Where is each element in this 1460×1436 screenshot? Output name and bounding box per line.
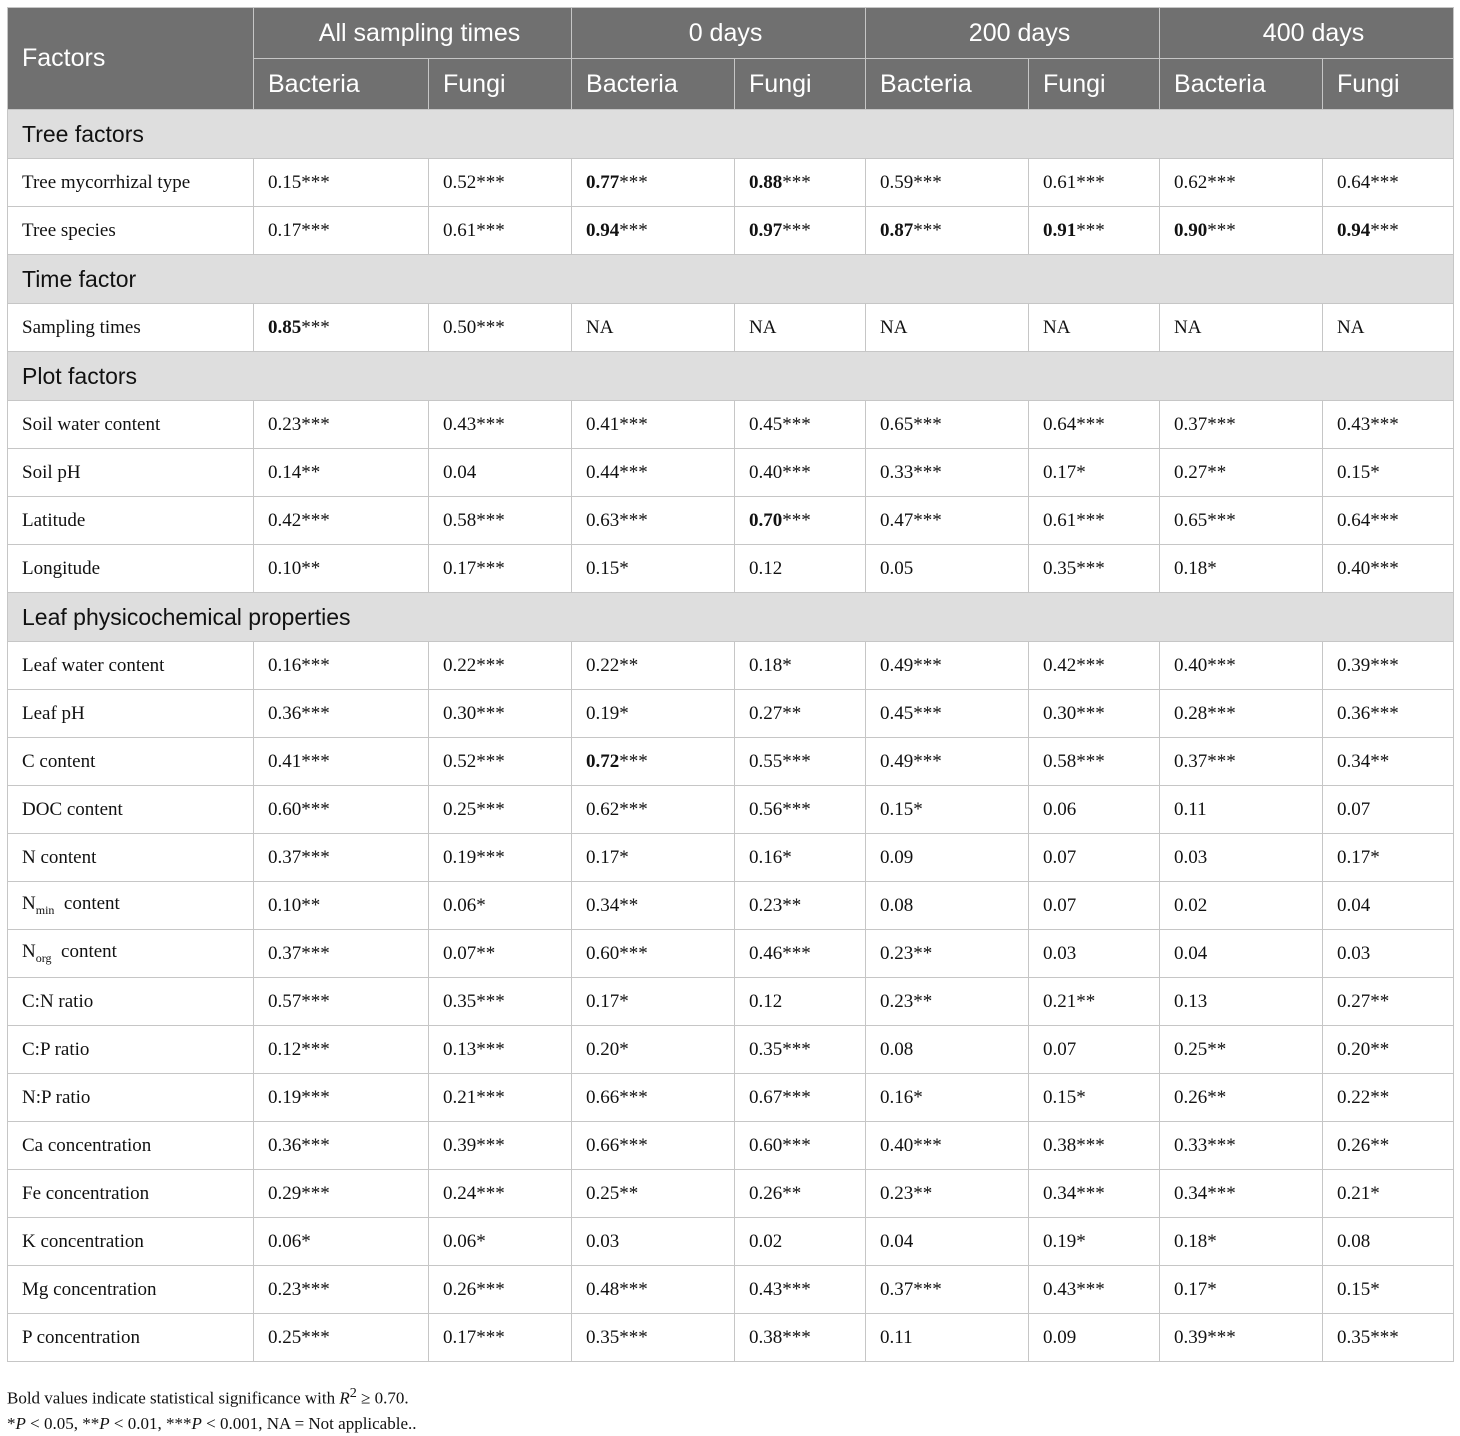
table-row	[8, 1122, 1454, 1170]
value-cell: NA	[1029, 304, 1160, 352]
row-label: Latitude	[8, 497, 254, 545]
value-cell: 0.17*	[572, 978, 735, 1026]
section-header-row	[8, 352, 1454, 401]
section-title: Leaf physicochemical properties	[8, 593, 1454, 642]
value-cell: 0.34**	[1323, 738, 1454, 786]
value-cell: 0.38***	[735, 1314, 866, 1362]
value-cell: 0.24***	[429, 1170, 572, 1218]
value-cell: 0.16*	[866, 1074, 1029, 1122]
value-cell: 0.13	[1160, 978, 1323, 1026]
value-cell: 0.17*	[1323, 834, 1454, 882]
value-cell: 0.17*	[1029, 449, 1160, 497]
value-cell: 0.41***	[572, 401, 735, 449]
value-cell: 0.18*	[1160, 545, 1323, 593]
value-cell: NA	[1160, 304, 1323, 352]
table-footnotes	[7, 1381, 417, 1436]
value-cell: 0.19*	[1029, 1218, 1160, 1266]
value-cell: 0.34***	[1160, 1170, 1323, 1218]
value-cell: 0.94***	[1323, 207, 1454, 255]
value-cell: 0.34***	[1029, 1170, 1160, 1218]
header-sub-bacteria: Bacteria	[1160, 59, 1323, 110]
row-label: C:N ratio	[8, 978, 254, 1026]
value-cell: 0.17***	[254, 207, 429, 255]
value-cell: 0.23***	[254, 401, 429, 449]
value-cell: 0.06*	[429, 1218, 572, 1266]
table-row	[8, 1218, 1454, 1266]
row-label: Soil water content	[8, 401, 254, 449]
header-group-400-days: 400 days	[1160, 8, 1454, 59]
value-cell: 0.26***	[429, 1266, 572, 1314]
value-cell: 0.30***	[429, 690, 572, 738]
header-group-0-days: 0 days	[572, 8, 866, 59]
table-body	[8, 110, 1454, 1362]
row-label: Sampling times	[8, 304, 254, 352]
value-cell: NA	[735, 304, 866, 352]
value-cell: 0.87***	[866, 207, 1029, 255]
value-cell: 0.66***	[572, 1122, 735, 1170]
value-cell: 0.26**	[735, 1170, 866, 1218]
value-cell: NA	[866, 304, 1029, 352]
header-sub-fungi: Fungi	[735, 59, 866, 110]
value-cell: 0.09	[1029, 1314, 1160, 1362]
row-label: DOC content	[8, 786, 254, 834]
value-cell: 0.43***	[1323, 401, 1454, 449]
value-cell: 0.43***	[735, 1266, 866, 1314]
table-row	[8, 1170, 1454, 1218]
value-cell: 0.49***	[866, 738, 1029, 786]
row-label: Leaf pH	[8, 690, 254, 738]
value-cell: 0.11	[1160, 786, 1323, 834]
row-label: Fe concentration	[8, 1170, 254, 1218]
value-cell: 0.40***	[866, 1122, 1029, 1170]
value-cell: 0.27**	[1323, 978, 1454, 1026]
value-cell: 0.07**	[429, 930, 572, 978]
section-header-row	[8, 255, 1454, 304]
value-cell: 0.18*	[1160, 1218, 1323, 1266]
header-sub-bacteria: Bacteria	[866, 59, 1029, 110]
value-cell: 0.39***	[1160, 1314, 1323, 1362]
value-cell: 0.44***	[572, 449, 735, 497]
value-cell: 0.43***	[1029, 1266, 1160, 1314]
value-cell: 0.11	[866, 1314, 1029, 1362]
value-cell: 0.08	[866, 882, 1029, 930]
value-cell: 0.35***	[735, 1026, 866, 1074]
header-factors: Factors	[8, 8, 254, 110]
value-cell: 0.03	[1160, 834, 1323, 882]
value-cell: 0.90***	[1160, 207, 1323, 255]
value-cell: 0.15*	[572, 545, 735, 593]
value-cell: 0.45***	[866, 690, 1029, 738]
value-cell: 0.37***	[866, 1266, 1029, 1314]
value-cell: 0.08	[1323, 1218, 1454, 1266]
table-row	[8, 978, 1454, 1026]
table-row	[8, 786, 1454, 834]
value-cell: 0.61***	[1029, 159, 1160, 207]
value-cell: 0.52***	[429, 159, 572, 207]
value-cell: 0.42***	[254, 497, 429, 545]
value-cell: 0.13***	[429, 1026, 572, 1074]
value-cell: 0.60***	[735, 1122, 866, 1170]
value-cell: 0.91***	[1029, 207, 1160, 255]
value-cell: 0.36***	[254, 1122, 429, 1170]
value-cell: 0.12***	[254, 1026, 429, 1074]
value-cell: 0.29***	[254, 1170, 429, 1218]
table-row	[8, 882, 1454, 930]
value-cell: 0.21***	[429, 1074, 572, 1122]
row-label: C content	[8, 738, 254, 786]
value-cell: 0.40***	[1323, 545, 1454, 593]
value-cell: 0.23**	[735, 882, 866, 930]
table-row	[8, 497, 1454, 545]
section-title: Time factor	[8, 255, 1454, 304]
value-cell: 0.03	[1323, 930, 1454, 978]
row-label: Ca concentration	[8, 1122, 254, 1170]
value-cell: 0.57***	[254, 978, 429, 1026]
value-cell: 0.09	[866, 834, 1029, 882]
value-cell: 0.16*	[735, 834, 866, 882]
value-cell: 0.04	[1160, 930, 1323, 978]
row-label: Mg concentration	[8, 1266, 254, 1314]
value-cell: 0.04	[866, 1218, 1029, 1266]
value-cell: 0.60***	[572, 930, 735, 978]
header-sub-bacteria: Bacteria	[254, 59, 429, 110]
table-row	[8, 738, 1454, 786]
value-cell: 0.07	[1029, 1026, 1160, 1074]
value-cell: 0.64***	[1029, 401, 1160, 449]
value-cell: 0.07	[1029, 834, 1160, 882]
value-cell: 0.62***	[1160, 159, 1323, 207]
value-cell: 0.33***	[1160, 1122, 1323, 1170]
value-cell: 0.19*	[572, 690, 735, 738]
row-label: C:P ratio	[8, 1026, 254, 1074]
value-cell: 0.48***	[572, 1266, 735, 1314]
value-cell: NA	[1323, 304, 1454, 352]
value-cell: 0.05	[866, 545, 1029, 593]
value-cell: 0.77***	[572, 159, 735, 207]
value-cell: 0.28***	[1160, 690, 1323, 738]
value-cell: 0.06*	[429, 882, 572, 930]
value-cell: 0.61***	[429, 207, 572, 255]
value-cell: 0.12	[735, 545, 866, 593]
section-header-row	[8, 593, 1454, 642]
value-cell: 0.22***	[429, 642, 572, 690]
value-cell: 0.26**	[1160, 1074, 1323, 1122]
row-label: Soil pH	[8, 449, 254, 497]
value-cell: 0.12	[735, 978, 866, 1026]
table-row	[8, 1074, 1454, 1122]
table-row	[8, 642, 1454, 690]
value-cell: 0.08	[866, 1026, 1029, 1074]
header-sub-bacteria: Bacteria	[572, 59, 735, 110]
value-cell: 0.25**	[572, 1170, 735, 1218]
value-cell: 0.66***	[572, 1074, 735, 1122]
value-cell: 0.40***	[735, 449, 866, 497]
value-cell: 0.15***	[254, 159, 429, 207]
value-cell: 0.88***	[735, 159, 866, 207]
value-cell: 0.17***	[429, 545, 572, 593]
value-cell: 0.06*	[254, 1218, 429, 1266]
value-cell: 0.55***	[735, 738, 866, 786]
value-cell: 0.23**	[866, 978, 1029, 1026]
table-row	[8, 834, 1454, 882]
value-cell: 0.21**	[1029, 978, 1160, 1026]
value-cell: 0.06	[1029, 786, 1160, 834]
footnote-significance: *P < 0.05, **P < 0.01, ***P < 0.001, NA = Not applicable..	[7, 1413, 417, 1433]
row-label: $N_{min}$ content	[8, 882, 254, 930]
value-cell: 0.62***	[572, 786, 735, 834]
value-cell: 0.33***	[866, 449, 1029, 497]
value-cell: 0.56***	[735, 786, 866, 834]
value-cell: 0.23***	[254, 1266, 429, 1314]
value-cell: 0.21*	[1323, 1170, 1454, 1218]
row-label: Tree mycorrhizal type	[8, 159, 254, 207]
table-row	[8, 1314, 1454, 1362]
value-cell: 0.65***	[1160, 497, 1323, 545]
value-cell: 0.07	[1029, 882, 1160, 930]
value-cell: 0.38***	[1029, 1122, 1160, 1170]
value-cell: 0.94***	[572, 207, 735, 255]
value-cell: 0.17***	[429, 1314, 572, 1362]
header-group-all: All sampling times	[254, 8, 572, 59]
table-row	[8, 1266, 1454, 1314]
value-cell: 0.40***	[1160, 642, 1323, 690]
value-cell: 0.27**	[735, 690, 866, 738]
value-cell: 0.63***	[572, 497, 735, 545]
header-sub-fungi: Fungi	[429, 59, 572, 110]
value-cell: 0.10**	[254, 545, 429, 593]
header-group-200-days: 200 days	[866, 8, 1160, 59]
value-cell: 0.67***	[735, 1074, 866, 1122]
table-row	[8, 449, 1454, 497]
footnote-bold: Bold values indicate statistical significance with $R^2 \ge 0.70$.	[7, 1385, 409, 1408]
value-cell: 0.22**	[1323, 1074, 1454, 1122]
value-cell: 0.18*	[735, 642, 866, 690]
value-cell: 0.61***	[1029, 497, 1160, 545]
section-header-row	[8, 110, 1454, 159]
value-cell: 0.39***	[429, 1122, 572, 1170]
value-cell: 0.04	[429, 449, 572, 497]
value-cell: 0.39***	[1323, 642, 1454, 690]
table-row	[8, 930, 1454, 978]
table-row	[8, 304, 1454, 352]
row-label: N:P ratio	[8, 1074, 254, 1122]
value-cell: 0.97***	[735, 207, 866, 255]
value-cell: NA	[572, 304, 735, 352]
value-cell: 0.41***	[254, 738, 429, 786]
value-cell: 0.37***	[1160, 401, 1323, 449]
value-cell: 0.15*	[1323, 449, 1454, 497]
value-cell: 0.20**	[1323, 1026, 1454, 1074]
table-row	[8, 401, 1454, 449]
value-cell: 0.45***	[735, 401, 866, 449]
value-cell: 0.02	[1160, 882, 1323, 930]
value-cell: 0.17*	[1160, 1266, 1323, 1314]
table-row	[8, 545, 1454, 593]
value-cell: 0.22**	[572, 642, 735, 690]
value-cell: 0.25**	[1160, 1026, 1323, 1074]
value-cell: 0.85***	[254, 304, 429, 352]
row-label: Longitude	[8, 545, 254, 593]
value-cell: 0.64***	[1323, 497, 1454, 545]
value-cell: 0.46***	[735, 930, 866, 978]
value-cell: 0.02	[735, 1218, 866, 1266]
value-cell: 0.15*	[1029, 1074, 1160, 1122]
row-label: $N_{org}$ content	[8, 930, 254, 978]
value-cell: 0.72***	[572, 738, 735, 786]
header-sub-fungi: Fungi	[1029, 59, 1160, 110]
row-label: Leaf water content	[8, 642, 254, 690]
value-cell: 0.10**	[254, 882, 429, 930]
table-header	[8, 8, 1454, 110]
value-cell: 0.47***	[866, 497, 1029, 545]
section-title: Plot factors	[8, 352, 1454, 401]
row-label: K concentration	[8, 1218, 254, 1266]
value-cell: 0.35***	[1323, 1314, 1454, 1362]
value-cell: 0.35***	[429, 978, 572, 1026]
value-cell: 0.27**	[1160, 449, 1323, 497]
table-row	[8, 690, 1454, 738]
value-cell: 0.42***	[1029, 642, 1160, 690]
header-sub-fungi: Fungi	[1323, 59, 1454, 110]
value-cell: 0.37***	[254, 834, 429, 882]
section-title: Tree factors	[8, 110, 1454, 159]
value-cell: 0.20*	[572, 1026, 735, 1074]
value-cell: 0.34**	[572, 882, 735, 930]
value-cell: 0.37***	[1160, 738, 1323, 786]
value-cell: 0.70***	[735, 497, 866, 545]
value-cell: 0.52***	[429, 738, 572, 786]
value-cell: 0.26**	[1323, 1122, 1454, 1170]
table-row	[8, 1026, 1454, 1074]
value-cell: 0.04	[1323, 882, 1454, 930]
value-cell: 0.64***	[1323, 159, 1454, 207]
value-cell: 0.19***	[254, 1074, 429, 1122]
value-cell: 0.49***	[866, 642, 1029, 690]
row-label: P concentration	[8, 1314, 254, 1362]
value-cell: 0.07	[1323, 786, 1454, 834]
value-cell: 0.25***	[429, 786, 572, 834]
value-cell: 0.16***	[254, 642, 429, 690]
value-cell: 0.58***	[429, 497, 572, 545]
value-cell: 0.23**	[866, 1170, 1029, 1218]
value-cell: 0.58***	[1029, 738, 1160, 786]
value-cell: 0.36***	[254, 690, 429, 738]
value-cell: 0.15*	[866, 786, 1029, 834]
value-cell: 0.15*	[1323, 1266, 1454, 1314]
row-label: Tree species	[8, 207, 254, 255]
value-cell: 0.23**	[866, 930, 1029, 978]
value-cell: 0.30***	[1029, 690, 1160, 738]
value-cell: 0.65***	[866, 401, 1029, 449]
value-cell: 0.17*	[572, 834, 735, 882]
value-cell: 0.36***	[1323, 690, 1454, 738]
value-cell: 0.35***	[572, 1314, 735, 1362]
value-cell: 0.03	[1029, 930, 1160, 978]
value-cell: 0.60***	[254, 786, 429, 834]
table-row	[8, 207, 1454, 255]
data-table	[7, 7, 1454, 1362]
row-label: N content	[8, 834, 254, 882]
value-cell: 0.59***	[866, 159, 1029, 207]
value-cell: 0.50***	[429, 304, 572, 352]
value-cell: 0.37***	[254, 930, 429, 978]
value-cell: 0.25***	[254, 1314, 429, 1362]
value-cell: 0.14**	[254, 449, 429, 497]
value-cell: 0.35***	[1029, 545, 1160, 593]
value-cell: 0.43***	[429, 401, 572, 449]
value-cell: 0.03	[572, 1218, 735, 1266]
value-cell: 0.19***	[429, 834, 572, 882]
table-row	[8, 159, 1454, 207]
